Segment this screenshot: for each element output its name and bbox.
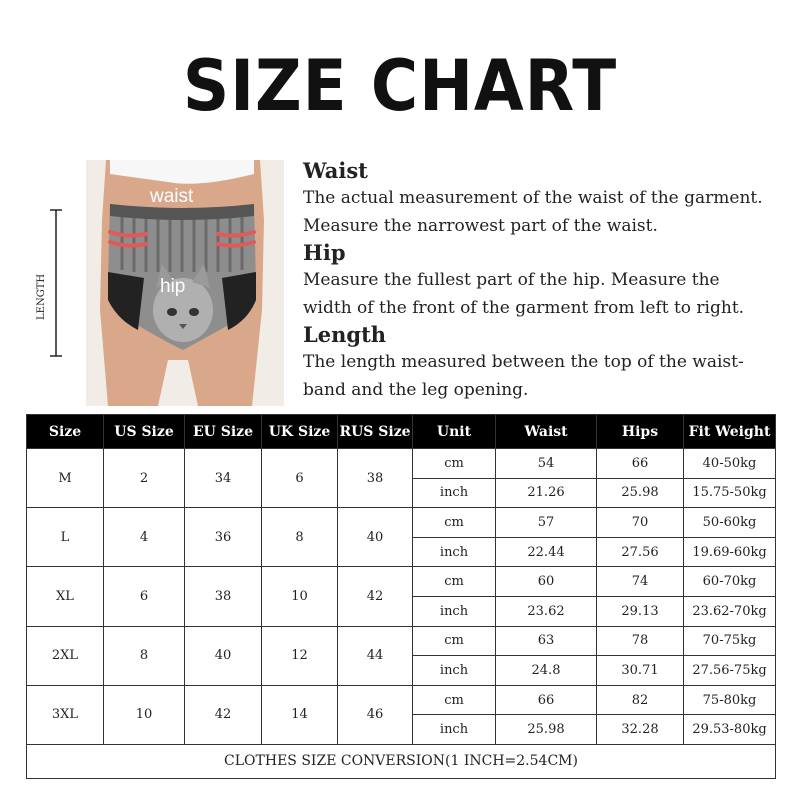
hip-label: hip xyxy=(160,276,186,297)
cell-cm-hips: 66 xyxy=(597,449,684,479)
cell-uk: 12 xyxy=(262,626,338,685)
cell-inch-waist: 24.8 xyxy=(496,656,597,686)
col-header: Waist xyxy=(496,415,597,449)
cell-rus: 46 xyxy=(338,685,413,744)
cell-size: 3XL xyxy=(27,685,104,744)
length-heading: Length xyxy=(303,322,387,347)
cell-inch-waist: 23.62 xyxy=(496,596,597,626)
cell-inch-hips: 27.56 xyxy=(597,537,684,567)
cell-inch-unit: inch xyxy=(413,715,496,745)
cell-size: L xyxy=(27,508,104,567)
cell-rus: 44 xyxy=(338,626,413,685)
cell-cm-hips: 74 xyxy=(597,567,684,597)
cell-size: M xyxy=(27,449,104,508)
cell-size: XL xyxy=(27,567,104,626)
product-photo xyxy=(36,160,284,406)
cell-inch-waist: 25.98 xyxy=(496,715,597,745)
cell-inch-hips: 32.28 xyxy=(597,715,684,745)
cell-eu: 36 xyxy=(185,508,262,567)
col-header: US Size xyxy=(104,415,185,449)
cell-inch-unit: inch xyxy=(413,656,496,686)
table-row xyxy=(27,508,776,538)
cell-us: 10 xyxy=(104,685,185,744)
table-header-row xyxy=(27,415,776,449)
length-desc-line: band and the leg opening. xyxy=(303,380,529,400)
cell-cm-waist: 57 xyxy=(496,508,597,538)
measurement-descriptions xyxy=(303,158,793,404)
waist-label: waist xyxy=(150,186,194,207)
col-header: EU Size xyxy=(185,415,262,449)
cell-cm-weight: 50-60kg xyxy=(684,508,776,538)
cell-inch-hips: 30.71 xyxy=(597,656,684,686)
cell-inch-unit: inch xyxy=(413,596,496,626)
length-label: LENGTH xyxy=(36,273,47,320)
cell-us: 2 xyxy=(104,449,185,508)
cell-inch-weight: 19.69-60kg xyxy=(684,537,776,567)
waist-desc-line: The actual measurement of the waist of the garment. xyxy=(303,188,763,208)
hip-heading: Hip xyxy=(303,240,346,265)
cell-size: 2XL xyxy=(27,626,104,685)
length-desc-line: The length measured between the top of the waist- xyxy=(303,352,744,372)
cell-inch-waist: 22.44 xyxy=(496,537,597,567)
col-header: Fit Weight xyxy=(684,415,776,449)
cell-us: 4 xyxy=(104,508,185,567)
cell-cm-waist: 54 xyxy=(496,449,597,479)
cell-inch-unit: inch xyxy=(413,478,496,508)
cell-rus: 40 xyxy=(338,508,413,567)
cell-cm-weight: 75-80kg xyxy=(684,685,776,715)
cell-inch-weight: 23.62-70kg xyxy=(684,596,776,626)
col-header: UK Size xyxy=(262,415,338,449)
cell-cm-unit: cm xyxy=(413,449,496,479)
cell-uk: 8 xyxy=(262,508,338,567)
cell-us: 8 xyxy=(104,626,185,685)
cell-cm-hips: 82 xyxy=(597,685,684,715)
cell-uk: 6 xyxy=(262,449,338,508)
col-header: RUS Size xyxy=(338,415,413,449)
conversion-note: CLOTHES SIZE CONVERSION(1 INCH=2.54CM) xyxy=(27,744,776,778)
cell-inch-unit: inch xyxy=(413,537,496,567)
cell-inch-hips: 29.13 xyxy=(597,596,684,626)
table-row xyxy=(27,567,776,597)
cell-cm-hips: 78 xyxy=(597,626,684,656)
waist-heading: Waist xyxy=(303,158,368,183)
table-row xyxy=(27,626,776,656)
cell-eu: 34 xyxy=(185,449,262,508)
cell-cm-weight: 60-70kg xyxy=(684,567,776,597)
cell-uk: 10 xyxy=(262,567,338,626)
cell-eu: 38 xyxy=(185,567,262,626)
size-table xyxy=(26,414,776,779)
table-row xyxy=(27,685,776,715)
cell-inch-waist: 21.26 xyxy=(496,478,597,508)
cell-inch-weight: 29.53-80kg xyxy=(684,715,776,745)
table-row xyxy=(27,449,776,479)
table-footer-row xyxy=(27,744,776,778)
cell-inch-weight: 15.75-50kg xyxy=(684,478,776,508)
hip-desc-line: width of the front of the garment from left to right. xyxy=(303,298,745,318)
cell-cm-unit: cm xyxy=(413,567,496,597)
col-header: Unit xyxy=(413,415,496,449)
page-title: SIZE CHART xyxy=(182,45,618,127)
cell-inch-weight: 27.56-75kg xyxy=(684,656,776,686)
cell-cm-waist: 66 xyxy=(496,685,597,715)
cell-us: 6 xyxy=(104,567,185,626)
cell-rus: 42 xyxy=(338,567,413,626)
col-header: Size xyxy=(27,415,104,449)
cell-uk: 14 xyxy=(262,685,338,744)
cell-cm-weight: 70-75kg xyxy=(684,626,776,656)
col-header: Hips xyxy=(597,415,684,449)
cell-rus: 38 xyxy=(338,449,413,508)
cell-eu: 40 xyxy=(185,626,262,685)
cell-cm-unit: cm xyxy=(413,508,496,538)
waist-desc-line: Measure the narrowest part of the waist. xyxy=(303,216,658,236)
cell-inch-hips: 25.98 xyxy=(597,478,684,508)
cell-cm-unit: cm xyxy=(413,626,496,656)
hip-desc-line: Measure the fullest part of the hip. Measure the xyxy=(303,270,720,290)
cell-cm-weight: 40-50kg xyxy=(684,449,776,479)
cell-cm-hips: 70 xyxy=(597,508,684,538)
cell-cm-unit: cm xyxy=(413,685,496,715)
cell-eu: 42 xyxy=(185,685,262,744)
cell-cm-waist: 60 xyxy=(496,567,597,597)
cell-cm-waist: 63 xyxy=(496,626,597,656)
